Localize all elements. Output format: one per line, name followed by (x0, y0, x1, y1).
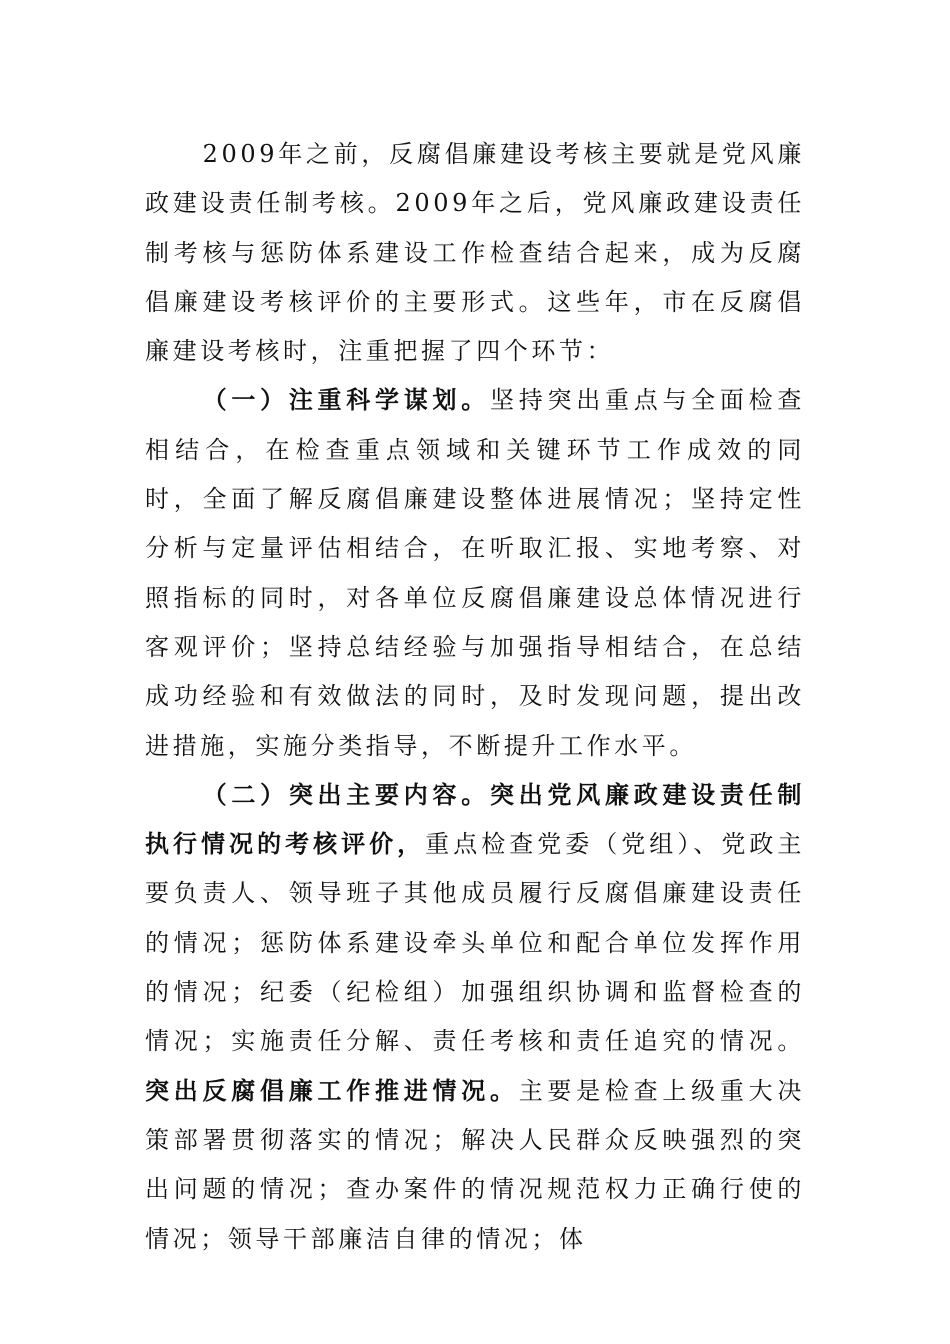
bold-responsibility-system: 突出党风廉政建设责任制执行情况的考核评价， (145, 780, 805, 859)
heading-planning: （一）注重科学谋划。 (202, 386, 490, 415)
paragraph-content-text-1: 重点检查党委（党组）、党政主要负责人、领导班子其他成员履行反腐倡廉建设责任的情况；惩防体系建设牵头单位和配合单位发挥作用的情况；纪委（纪检组）加强组织协调和监督检查的情况；实施责任分解、责任考核和责任追究的情况。 (145, 830, 805, 1056)
heading-content: （二）突出主要内容。 (202, 780, 490, 809)
document-body (145, 130, 805, 1264)
bold-anti-corruption-progress: 突出反腐倡廉工作推进情况。 (145, 1076, 519, 1105)
paragraph-planning (145, 376, 805, 770)
paragraph-planning-text: 坚持突出重点与全面检查相结合，在检查重点领域和关键环节工作成效的同时，全面了解反腐倡廉建设整体进展情况；坚持定性分析与定量评估相结合，在听取汇报、实地考察、对照指标的同时，对各单位反腐倡廉建设总体情况进行客观评价；坚持总结经验与加强指导相结合，在总结成功经验和有效做法的同时，及时发现问题，提出改进措施，实施分类指导，不断提升工作水平。 (145, 386, 805, 760)
paragraph-content (145, 771, 805, 1264)
paragraph-intro-text: 2009年之前，反腐倡廉建设考核主要就是党风廉政建设责任制考核。2009年之后，党风廉政建设责任制考核与惩防体系建设工作检查结合起来，成为反腐倡廉建设考核评价的主要形式。这些年，市在反腐倡廉建设考核时，注重把握了四个环节： (145, 140, 805, 366)
paragraph-intro (145, 130, 805, 376)
paragraph-content-text-2: 主要是检查上级重大决策部署贯彻落实的情况；解决人民群众反映强烈的突出问题的情况；查办案件的情况规范权力正确行使的情况；领导干部廉洁自律的情况；体 (145, 1076, 805, 1253)
